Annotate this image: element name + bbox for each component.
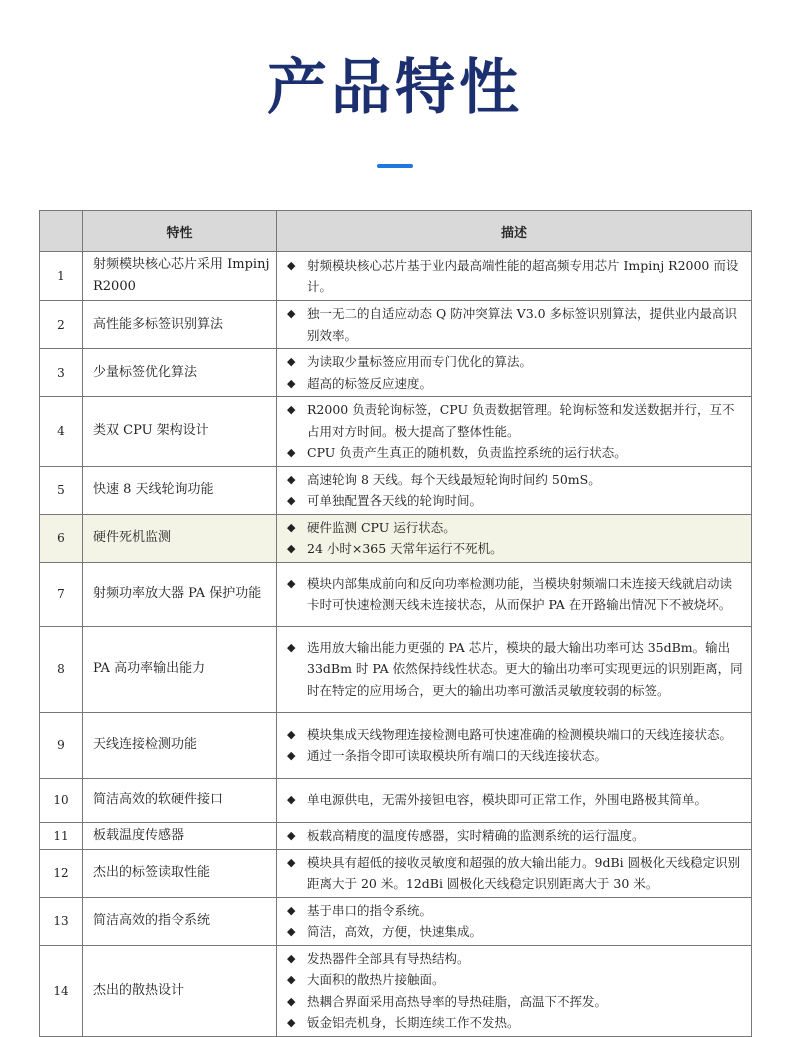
description-text: 选用放大输出能力更强的 PA 芯片，模块的最大输出功率可达 35dBm。输出 33dBm 时 PA 依然保持线性状态。更大的输出功率可实现更远的识别距离，同时在特定的应用场合，更大的输出功率可激活灵敏度较弱的标签。 xyxy=(307,639,743,698)
description-text: R2000 负责轮询标签，CPU 负责数据管理。轮询标签和发送数据并行，互不占用对方时间。极大提高了整体性能。 xyxy=(307,402,735,439)
description-item xyxy=(287,1012,743,1034)
diamond-bullet-icon: ◆ xyxy=(287,494,296,507)
diamond-bullet-icon: ◆ xyxy=(287,855,296,869)
row-number: 11 xyxy=(40,822,83,849)
description-item xyxy=(287,469,743,491)
table-row xyxy=(40,626,752,712)
table-body xyxy=(40,252,752,1037)
table-row xyxy=(40,778,752,822)
description-item xyxy=(287,538,743,560)
description-text: 通过一条指令即可读取模块所有端口的天线连接状态。 xyxy=(307,748,608,763)
diamond-bullet-icon: ◆ xyxy=(287,640,296,654)
table-row xyxy=(40,301,752,349)
row-number: 13 xyxy=(40,897,83,945)
description-item xyxy=(287,921,743,943)
table-row xyxy=(40,349,752,397)
row-number: 12 xyxy=(40,849,83,897)
description-item xyxy=(287,900,743,922)
diamond-bullet-icon: ◆ xyxy=(287,355,296,368)
description-cell xyxy=(277,562,752,626)
description-cell xyxy=(277,349,752,397)
description-item xyxy=(287,991,743,1013)
description-text: CPU 负责产生真正的随机数，负责监控系统的运行状态。 xyxy=(307,445,627,460)
diamond-bullet-icon: ◆ xyxy=(287,376,296,390)
feature-cell: 杰出的标签读取性能 xyxy=(83,849,277,897)
diamond-bullet-icon: ◆ xyxy=(287,994,296,1008)
description-cell xyxy=(277,301,752,349)
diamond-bullet-icon: ◆ xyxy=(287,793,296,807)
table-row xyxy=(40,822,752,849)
description-item xyxy=(287,969,743,991)
description-text: 模块集成天线物理连接检测电路可快速准确的检测模块端口的天线连接状态。 xyxy=(307,726,733,742)
header-feature: 特性 xyxy=(83,211,277,252)
table-header-row xyxy=(40,211,752,252)
feature-cell: 高性能多标签识别算法 xyxy=(83,301,277,349)
description-item xyxy=(287,948,743,970)
description-item xyxy=(287,745,743,767)
diamond-bullet-icon: ◆ xyxy=(287,973,296,986)
features-table xyxy=(39,210,752,1037)
header-description: 描述 xyxy=(277,211,752,252)
description-cell xyxy=(277,514,752,562)
row-number: 3 xyxy=(40,349,83,397)
description-cell xyxy=(277,945,752,1036)
description-text: 发热器件全部具有导热结构。 xyxy=(307,950,470,966)
description-text: 射频模块核心芯片基于业内最高端性能的超高频专用芯片 Impinj R2000 而设计。 xyxy=(307,257,739,294)
description-cell xyxy=(277,822,752,849)
description-text: 可单独配置各天线的轮询时间。 xyxy=(307,493,483,508)
description-item xyxy=(287,442,743,464)
description-cell xyxy=(277,397,752,467)
diamond-bullet-icon: ◆ xyxy=(287,258,296,272)
row-number: 8 xyxy=(40,626,83,712)
feature-cell: 天线连接检测功能 xyxy=(83,712,277,778)
table-row xyxy=(40,466,752,514)
feature-cell: 少量标签优化算法 xyxy=(83,349,277,397)
header-index xyxy=(40,211,83,252)
table-row xyxy=(40,712,752,778)
table-row xyxy=(40,897,752,945)
description-item xyxy=(287,373,743,395)
row-number: 10 xyxy=(40,778,83,822)
row-number: 5 xyxy=(40,466,83,514)
description-text: 钣金铝壳机身，长期连续工作不发热。 xyxy=(307,1015,520,1030)
description-text: 模块内部集成前向和反向功率检测功能，当模块射频端口未连接天线就启动读卡时可快速检测天线未连接状态，从而保护 PA 在开路输出情况下不被烧坏。 xyxy=(307,575,733,612)
description-cell xyxy=(277,849,752,897)
feature-cell: 快速 8 天线轮询功能 xyxy=(83,466,277,514)
diamond-bullet-icon: ◆ xyxy=(287,446,296,459)
diamond-bullet-icon: ◆ xyxy=(287,828,296,842)
description-text: 超高的标签反应速度。 xyxy=(307,375,433,391)
description-item xyxy=(287,517,743,539)
description-item xyxy=(287,490,743,512)
row-number: 6 xyxy=(40,514,83,562)
description-item xyxy=(287,724,743,746)
diamond-bullet-icon: ◆ xyxy=(287,472,296,486)
description-item xyxy=(287,825,743,847)
diamond-bullet-icon: ◆ xyxy=(287,925,296,938)
feature-cell: 硬件死机监测 xyxy=(83,514,277,562)
description-text: 单电源供电，无需外接钽电容，模块即可正常工作，外围电路极其简单。 xyxy=(307,792,708,808)
row-number: 2 xyxy=(40,301,83,349)
feature-cell: 简洁高效的指令系统 xyxy=(83,897,277,945)
diamond-bullet-icon: ◆ xyxy=(287,576,296,590)
description-text: 大面积的散热片接触面。 xyxy=(307,972,445,987)
description-cell xyxy=(277,252,752,301)
table-row xyxy=(40,514,752,562)
table-row xyxy=(40,849,752,897)
feature-cell: 板载温度传感器 xyxy=(83,822,277,849)
description-cell xyxy=(277,626,752,712)
description-text: 24 小时×365 天常年运行不死机。 xyxy=(307,541,503,556)
description-cell xyxy=(277,466,752,514)
description-item xyxy=(287,789,743,811)
feature-cell: 射频模块核心芯片采用 Impinj R2000 xyxy=(83,252,277,301)
page-title: 产品特性 xyxy=(267,53,523,123)
description-text: 硬件监测 CPU 运行状态。 xyxy=(307,519,456,535)
diamond-bullet-icon: ◆ xyxy=(287,727,296,741)
description-cell xyxy=(277,897,752,945)
description-cell xyxy=(277,778,752,822)
row-number: 9 xyxy=(40,712,83,778)
feature-cell: 类双 CPU 架构设计 xyxy=(83,397,277,467)
description-text: 高速轮询 8 天线。每个天线最短轮询时间约 50mS。 xyxy=(307,471,601,487)
diamond-bullet-icon: ◆ xyxy=(287,903,296,917)
diamond-bullet-icon: ◆ xyxy=(287,1016,296,1029)
description-text: 简洁，高效，方便，快速集成。 xyxy=(307,924,483,939)
description-text: 基于串口的指令系统。 xyxy=(307,902,433,918)
diamond-bullet-icon: ◆ xyxy=(287,951,296,965)
description-item xyxy=(287,303,743,346)
feature-cell: 简洁高效的软硬件接口 xyxy=(83,778,277,822)
diamond-bullet-icon: ◆ xyxy=(287,307,296,320)
row-number: 4 xyxy=(40,397,83,467)
description-item xyxy=(287,573,743,616)
table-row xyxy=(40,562,752,626)
row-number: 14 xyxy=(40,945,83,1036)
description-item xyxy=(287,852,743,895)
diamond-bullet-icon: ◆ xyxy=(287,542,296,555)
row-number: 7 xyxy=(40,562,83,626)
feature-cell: 射频功率放大器 PA 保护功能 xyxy=(83,562,277,626)
diamond-bullet-icon: ◆ xyxy=(287,403,296,416)
description-item xyxy=(287,399,743,442)
description-text: 独一无二的自适应动态 Q 防冲突算法 V3.0 多标签识别算法，提供业内最高识别效率。 xyxy=(307,306,738,343)
description-text: 热耦合界面采用高热导率的导热硅脂，高温下不挥发。 xyxy=(307,993,608,1009)
row-number: 1 xyxy=(40,252,83,301)
feature-cell: PA 高功率输出能力 xyxy=(83,626,277,712)
table-row xyxy=(40,397,752,467)
description-text: 板载高精度的温度传感器，实时精确的监测系统的运行温度。 xyxy=(307,827,645,843)
description-text: 为读取少量标签应用而专门优化的算法。 xyxy=(307,354,533,369)
description-text: 模块具有超低的接收灵敏度和超强的放大输出能力。9dBi 圆极化天线稳定识别距离大于 20 米。12dBi 圆极化天线稳定识别距离大于 30 米。 xyxy=(307,854,741,891)
diamond-bullet-icon: ◆ xyxy=(287,520,296,534)
title-underline xyxy=(377,164,413,168)
description-item xyxy=(287,255,743,298)
description-item xyxy=(287,351,743,373)
description-cell xyxy=(277,712,752,778)
table-row xyxy=(40,945,752,1036)
feature-cell: 杰出的散热设计 xyxy=(83,945,277,1036)
diamond-bullet-icon: ◆ xyxy=(287,749,296,762)
table-row xyxy=(40,252,752,301)
description-item xyxy=(287,637,743,702)
